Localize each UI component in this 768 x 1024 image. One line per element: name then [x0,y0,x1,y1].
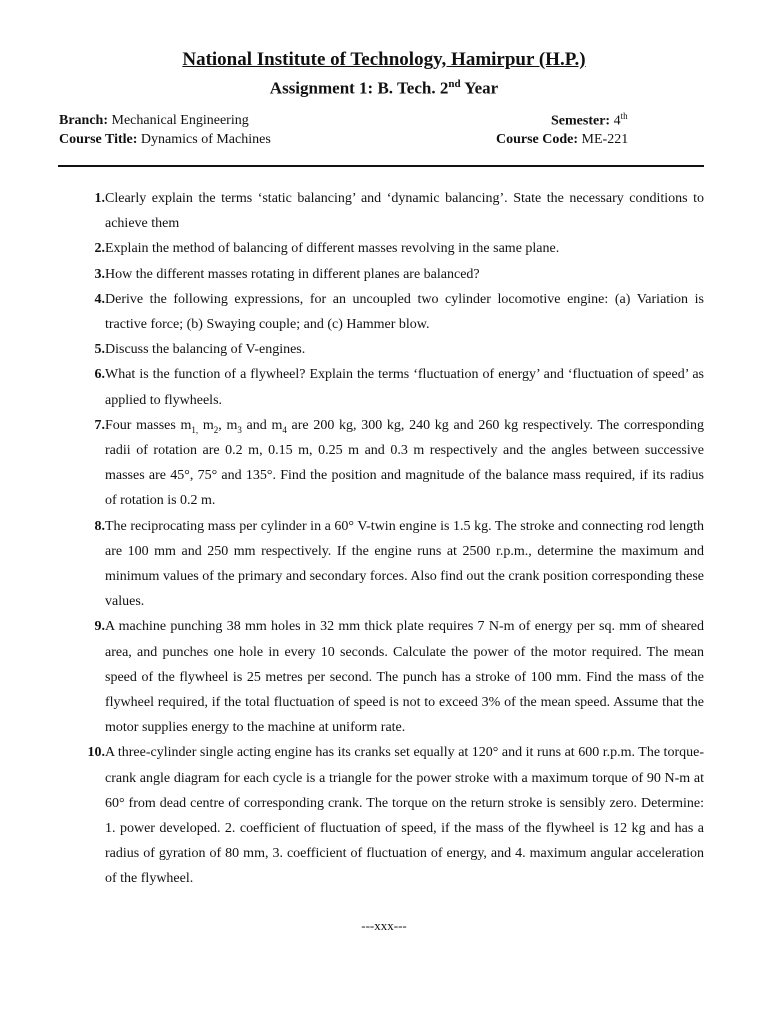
question-number: 3. [94,266,105,282]
header-divider [58,165,704,167]
branch-value: Mechanical Engineering [108,113,249,128]
question-number: 2. [94,241,105,257]
course-title-value: Dynamics of Machines [137,132,271,147]
question-text: A machine punching 38 mm holes in 32 mm thick plate requires 7 N-m of energy per sq. mm of sheared area, and punches one hole in every 10 seconds. Calculate the power of the motor required. The mean speed of the flywheel is 25 metres per second. The punch has a stroke of 100 mm. Find the mass of the flywheel required, if the total fluctuation of speed is not to exceed 3% of the mean speed. Assume that the motor supplies energy to the machine at uniform rate. [105,619,704,736]
question-text: Derive the following expressions, for an uncoupled two cylinder locomotive engine: (a) Variation is tractive force; (b) Swaying couple; and (c) Hammer blow. [105,291,704,333]
text-part: m [198,417,214,433]
semester-value: 4 [610,113,621,129]
question-text: How the different masses rotating in different planes are balanced? [105,266,480,282]
text-part: are 200 kg, 300 kg, 240 kg and 260 kg respectively. The corresponding radii of rotation are 0.2 m, 0.15 m, 0.25 m and 0.3 m respectively and the angles between successive masses are 45°, 75° and 135°. Find the position and magnitude of the balance mass required, if its radius of rotation is 0.2 m. [105,417,705,509]
question-text: What is the function of a flywheel? Explain the terms ‘fluctuation of energy’ and ‘fluctuation of speed’ as applied to flywheels. [105,367,704,408]
question-text: A three-cylinder single acting engine has its cranks set equally at 120° and it runs at 600 r.p.m. The torque-crank angle diagram for each cycle is a triangle for the power stroke with a maximum torque of 90 N-m at 60° from dead centre of corresponding crank. The torque on the return stroke is sensibly zero. Determine: 1. power developed. 2. coefficient of fluctuation of speed, if the mass of the flywheel is 12 kg and has a radius of gyration of 80 mm, 3. coefficient of fluctuation of energy, and 4. maximum angular acceleration of the flywheel. [105,745,704,887]
question-item [74,740,704,891]
question-item [74,337,704,362]
institute-title: National Institute of Technology, Hamirpur (H.P.) [182,49,586,70]
question-number: 1. [94,191,105,206]
question-item [74,186,704,236]
subscript: 4 [282,424,287,435]
subscript: 3 [237,424,242,435]
question-number: 8. [94,518,105,534]
question-text: The reciprocating mass per cylinder in a 60° V-twin engine is 1.5 kg. The stroke and connecting rod length are 100 mm and 250 mm respectively. If the engine runs at 2500 r.p.m., determine the maximum and minimum values of the primary and secondary forces. Also find out the crank position corresponding these values. [105,518,704,610]
question-item [74,413,704,514]
semester-line [551,111,628,130]
text-part: and m [241,417,283,433]
question-item [74,614,704,740]
question-text [105,413,704,514]
semester-sup: th [620,111,628,121]
branch-line [59,113,249,129]
question-number: 5. [94,342,105,358]
closing-mark: ---xxx--- [361,918,407,933]
question-item [74,287,704,337]
course-code-value: ME-221 [578,132,629,147]
assignment-title-suffix: Year [460,78,499,98]
question-text: Explain the method of balancing of different masses revolving in the same plane. [105,241,560,257]
question-number: 7. [94,417,105,433]
question-text: Discuss the balancing of V-engines. [105,342,306,358]
assignment-title [0,78,768,99]
assignment-title-sup: nd [448,78,461,90]
branch-label: Branch: [59,113,108,128]
course-title-line [59,132,271,148]
course-title-label: Course Title: [59,132,138,147]
course-code-line [496,132,628,148]
question-item [74,236,704,261]
question-number: 4. [94,291,105,307]
text-part: , m [218,417,238,433]
question-number: 9. [94,619,105,635]
assignment-title-prefix: Assignment 1: B. Tech. 2 [269,78,449,98]
subscript: 2 [213,424,219,435]
question-item [74,262,704,287]
course-code-label: Course Code: [496,132,579,147]
question-list [74,186,704,892]
question-text: Clearly explain the terms ‘static balancing’ and ‘dynamic balancing’. State the necessary conditions to achieve them [105,191,704,232]
question-number: 10. [87,745,105,761]
question-item [74,362,704,412]
semester-label: Semester: [551,113,611,129]
text-part: Four masses m [105,417,192,433]
question-item [74,514,704,615]
subscript: 1, [191,424,199,435]
question-number: 6. [94,367,105,383]
